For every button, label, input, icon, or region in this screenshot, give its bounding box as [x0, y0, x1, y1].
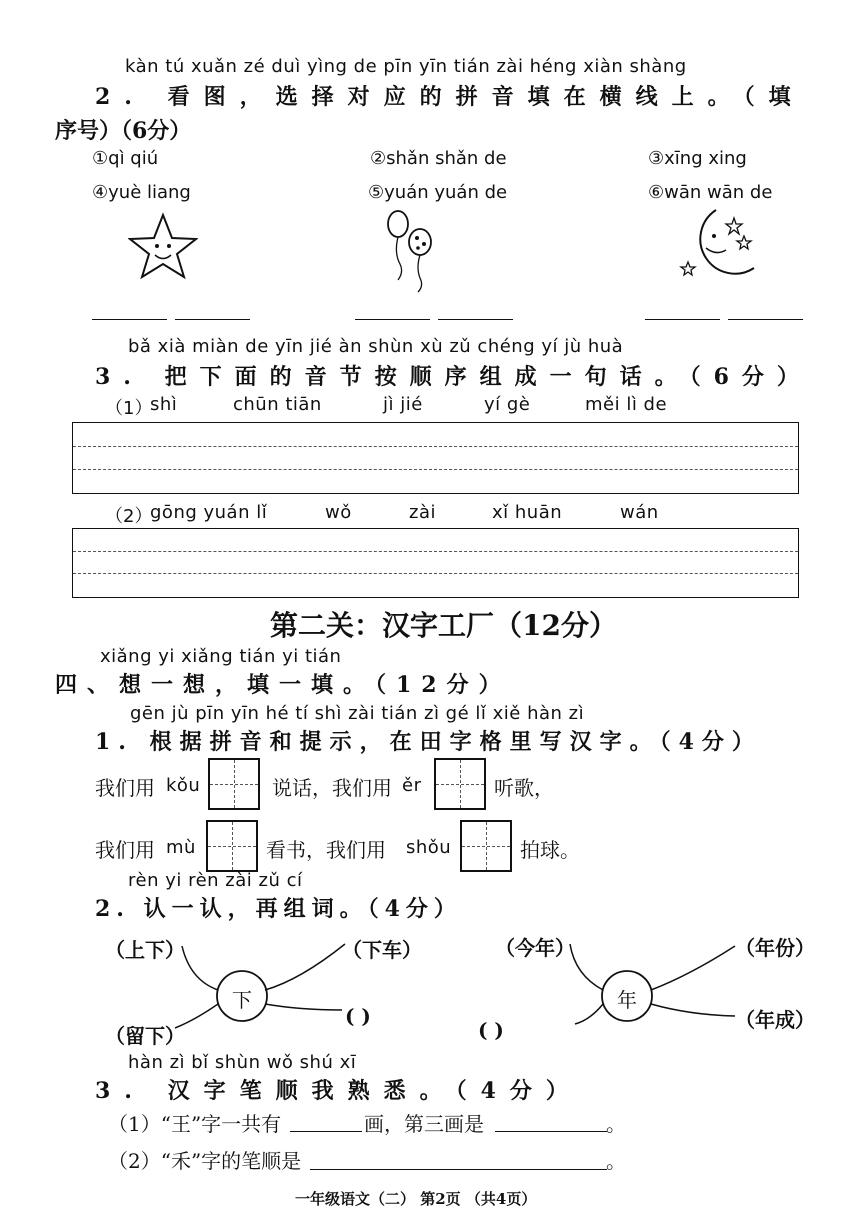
part4-title: 四、想一想，填一填。（12分）	[55, 672, 511, 698]
word-item: （下车）	[342, 938, 422, 962]
part4-pinyin: xiǎng yi xiǎng tián yi tián	[100, 646, 342, 667]
answer-blank[interactable]	[92, 318, 167, 320]
word-item: （年成）	[735, 1008, 815, 1032]
q4-1-title: 1. 根据拼音和提示，在田字格里写汉字。（4分）	[95, 729, 762, 755]
q4-3-pinyin: hàn zì bǐ shùn wǒ shú xī	[128, 1052, 357, 1073]
fill-text: 看书，我们用	[266, 838, 386, 862]
option-2: ②shǎn shǎn de	[370, 148, 507, 169]
stroke-q2-text: （2）“禾”字的笔顺是	[108, 1149, 302, 1173]
section-title: 第二关：汉字工厂（12分）	[270, 609, 617, 642]
q3-pinyin: bǎ xià miàn de yīn jié àn shùn xù zǔ chéng yí jù huà	[128, 336, 624, 357]
fill-text: 我们用	[95, 838, 155, 862]
writing-area-2[interactable]	[72, 528, 799, 598]
answer-blank[interactable]	[290, 1130, 362, 1132]
fill-pinyin: ěr	[402, 775, 422, 796]
tianzige-box[interactable]	[434, 758, 486, 810]
q3-item2-num: （2）	[105, 506, 153, 527]
q3-item1-word: chūn tiān	[233, 394, 322, 415]
option-4: ④yuè liang	[92, 182, 191, 203]
q4-2-pinyin: rèn yi rèn zài zǔ cí	[128, 870, 303, 891]
q3-item1-word: shì	[150, 394, 178, 415]
center-char: 年	[617, 988, 637, 1012]
word-item: （上下）	[105, 938, 185, 962]
q4-2-title: 2. 认一认，再组词。（4分）	[95, 896, 462, 922]
option-1: ①qì qiú	[92, 148, 159, 169]
stroke-q2-text: 。	[606, 1149, 626, 1173]
word-item: （留下）	[105, 1024, 185, 1048]
option-3: ③xīng xing	[648, 148, 747, 169]
answer-blank[interactable]	[175, 318, 250, 320]
q2-title: 2. 看图，选择对应的拼音填在横线上。（填	[95, 84, 805, 110]
q3-item1-num: （1）	[105, 398, 153, 419]
word-blank[interactable]: ( )	[478, 1018, 504, 1042]
word-blank[interactable]: ( )	[345, 1004, 371, 1028]
q2-title-cont: 序号）（6分）	[55, 118, 192, 144]
answer-blank[interactable]	[728, 318, 803, 320]
answer-blank[interactable]	[438, 318, 513, 320]
star-picture	[128, 212, 198, 280]
q3-item2-word: xǐ huān	[492, 502, 563, 523]
q4-1-pinyin: gēn jù pīn yīn hé tí shì zài tián zì gé lǐ xiě hàn zì	[130, 703, 585, 724]
q4-3-title: 3. 汉字笔顺我熟悉。（4分）	[95, 1078, 582, 1104]
fill-text: 我们用	[95, 776, 155, 800]
answer-blank[interactable]	[355, 318, 430, 320]
tianzige-box[interactable]	[460, 820, 512, 872]
q3-title: 3. 把下面的音节按顺序组成一句话。（6分）	[95, 364, 812, 390]
center-char: 下	[232, 988, 252, 1012]
fill-text: 听歌，	[494, 776, 554, 800]
tianzige-box[interactable]	[206, 820, 258, 872]
fill-text: 说话，我们用	[272, 776, 392, 800]
fill-pinyin: kǒu	[166, 775, 201, 796]
word-item: （年份）	[735, 936, 815, 960]
answer-blank[interactable]	[310, 1168, 607, 1170]
q3-item1-word: yí gè	[484, 394, 531, 415]
fill-pinyin: shǒu	[406, 837, 452, 858]
q3-item1-word: jì jié	[383, 394, 423, 415]
page-footer: 一年级语文（二） 第2页 （共4页）	[295, 1190, 537, 1208]
option-5: ⑤yuán yuán de	[368, 182, 508, 203]
answer-blank[interactable]	[495, 1130, 607, 1132]
writing-area-1[interactable]	[72, 422, 799, 494]
stroke-q1-text: 画，第三画是	[364, 1112, 484, 1136]
q3-item1-word: měi lì de	[585, 394, 668, 415]
q2-pinyin: kàn tú xuǎn zé duì yìng de pīn yīn tián zài héng xiàn shàng	[125, 56, 687, 77]
word-item: （今年）	[495, 936, 575, 960]
moon-picture	[676, 206, 766, 286]
stroke-q1-text: 。	[606, 1112, 626, 1136]
fill-text: 拍球。	[520, 838, 580, 862]
answer-blank[interactable]	[645, 318, 720, 320]
option-6: ⑥wān wān de	[648, 182, 773, 203]
balloon-picture	[380, 208, 440, 294]
q3-item2-word: zài	[409, 502, 436, 523]
tianzige-box[interactable]	[208, 758, 260, 810]
q3-item2-word: gōng yuán lǐ	[150, 502, 268, 523]
q3-item2-word: wǒ	[325, 502, 352, 523]
q3-item2-word: wán	[620, 502, 659, 523]
fill-pinyin: mù	[166, 837, 196, 858]
stroke-q1-text: （1）“王”字一共有	[108, 1112, 282, 1136]
